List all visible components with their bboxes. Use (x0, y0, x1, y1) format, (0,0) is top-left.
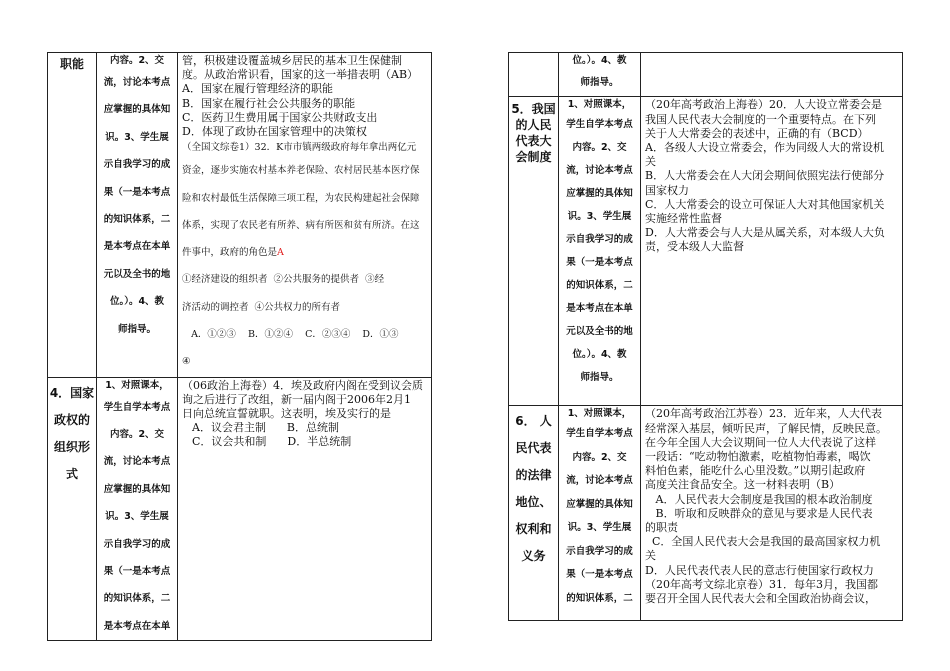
topic-label: 式 (65, 466, 78, 481)
option-line: B．听取和反映群众的意见与要求是人民代表 (645, 506, 873, 520)
method-cell (97, 377, 178, 641)
option-line: C．议会共和制 D．半总统制 (192, 435, 352, 449)
question-stem: 件事中，政府的角色是 (182, 247, 278, 259)
left-study-table (47, 52, 432, 641)
question-line (182, 239, 427, 266)
question-line: 高度关注食品安全。这一材料表明（B） (645, 478, 841, 492)
option-line: A．议会君主制 B．总统制 (192, 421, 340, 435)
question-line: 日向总统宣誓就职。这表明，埃及实行的是 (182, 407, 391, 420)
question-cell (641, 406, 903, 621)
option-line: 济活动的调控者 ④公共权力的所有者 (182, 301, 341, 313)
question-line: 我国人民代表大会制度的一个重要特点。在下列 (645, 112, 876, 126)
method-line: 元以及全书的地 (103, 268, 171, 280)
topic-cell (509, 97, 559, 406)
method-line: 识。3、学生展 (567, 211, 632, 223)
method-line: 应掌握的具体知 (566, 188, 633, 200)
method-line: 流，讨论本考点 (103, 77, 171, 88)
question-line: 料怕色素，能吃什么心里没数。”以期引起政府 (645, 464, 866, 478)
question-cell (178, 377, 432, 641)
method-line: 识。3、学生展 (105, 131, 169, 143)
method-line: 识。3、学生展 (567, 522, 632, 534)
table-row (48, 53, 432, 378)
method-line: 果（一是本考点 (103, 186, 171, 198)
topic-label: 5．我国 (511, 102, 556, 117)
method-line: 的知识体系，二 (566, 592, 633, 604)
method-line: 识。3、学生展 (105, 511, 169, 523)
method-line: 位。）。4、教 (572, 55, 627, 66)
option-line: B．人大常委会在人大闭会期间依照宪法行使部分 (645, 169, 885, 183)
method-line: 果（一是本考点 (103, 566, 171, 578)
method-line: 元以及全书的地 (566, 326, 633, 338)
topic-cell (509, 53, 559, 97)
method-line: 学生自学本考点 (566, 428, 633, 440)
method-line: 示自我学习的成 (103, 159, 171, 171)
table-row (48, 377, 432, 641)
question-line: 关于人大常委会的表述中，正确的有（BCD） (645, 126, 869, 140)
topic-label: 的人民 (515, 118, 552, 133)
option-line: ①经济建设的组织者 ②公共服务的提供者 ③经 (182, 274, 385, 286)
question-line: 询之后进行了改组，新一届内阁于2006年2月1 (182, 392, 411, 406)
option-line: 关 (645, 549, 656, 563)
option-line: A．①②③ B．①②④ C．②③④ D．①③ (182, 329, 399, 340)
method-line: 应掌握的具体知 (103, 483, 171, 495)
topic-label: 代表大 (515, 134, 552, 149)
left-page (47, 52, 432, 641)
option-line: D．体现了政协在国家管理中的决策权 (182, 125, 367, 139)
question-line: （20年高考政治上海卷）20．人大设立常委会是 (645, 98, 882, 112)
topic-label: 政权的 (53, 412, 90, 427)
method-line: 师指导。 (580, 77, 619, 88)
topic-cell (48, 377, 97, 641)
method-line: 的知识体系，二 (566, 280, 633, 292)
option-line: C．医药卫生费用属于国家公共财政支出 (182, 110, 378, 124)
topic-label: 的法律 (515, 468, 552, 483)
topic-label: 职能 (59, 57, 84, 71)
method-line: 位。）。4、教 (109, 296, 165, 308)
method-line: 学生自学本考点 (103, 401, 171, 413)
topic-label: 6． 人 (515, 414, 552, 429)
method-line: 内容。2、交 (109, 55, 165, 66)
method-line: 位。）。4、教 (572, 349, 627, 361)
option-line: D．人大常委会与人大是从属关系，对本级人大负 (645, 226, 885, 240)
method-line: 果（一是本考点 (566, 257, 633, 269)
method-line: 师指导。 (117, 323, 156, 335)
question-cell (641, 53, 903, 97)
option-line: A．国家在履行管理经济的职能 (182, 82, 333, 96)
question-line: 经常深入基层，倾听民声，了解民情，反映民意。 (645, 421, 887, 435)
topic-label: 民代表 (515, 441, 552, 456)
method-line: 师指导。 (580, 372, 619, 384)
question-line: 险和农村最低生活保障三项工程，为农民构建起社会保障 (182, 192, 420, 204)
method-line: 1、对照课本， (567, 408, 632, 420)
option-line: A．人民代表大会制度是我国的根本政治制度 (645, 492, 873, 506)
question-line: 在今年全国人大会议期间一位人大代表说了这样 (645, 435, 876, 449)
method-line: 内容。2、交 (109, 429, 165, 440)
method-line: 1、对照课本， (105, 379, 169, 391)
table-row (509, 97, 903, 406)
question-line: （全国文综卷1）32．K市市镇两级政府每年拿出两亿元 (182, 142, 417, 154)
question-cell (641, 97, 903, 406)
method-line: 的知识体系，二 (103, 593, 171, 605)
question-line: 资金，逐步实施农村基本养老保险、农村居民基本医疗保 (182, 165, 420, 177)
question-line: 一段话：“吃动物怕激素，吃植物怕毒素，喝饮 (645, 450, 871, 464)
question-line: 体系，实现了农民老有所养、病有所医和贫有所济。在这 (182, 219, 420, 231)
method-line: 学生自学本考点 (566, 119, 633, 131)
method-cell (559, 97, 641, 406)
table-row (509, 406, 903, 621)
topic-label: 4．国家 (49, 385, 95, 400)
topic-label: 会制度 (515, 150, 552, 165)
method-line: 的知识体系，二 (103, 214, 171, 226)
option-line: 责，受本级人大监督 (645, 240, 744, 254)
method-line: 是本考点在本单 (566, 303, 633, 315)
method-line: 内容。2、交 (572, 142, 627, 154)
method-line: 内容。2、交 (572, 451, 627, 463)
topic-label: 组织形 (53, 439, 90, 454)
question-cell (178, 53, 432, 378)
question-line: （06政治上海卷）4．埃及政府内阁在受到议会质 (182, 378, 423, 392)
option-line: 国家权力 (645, 183, 689, 197)
right-page (508, 52, 903, 621)
method-cell (97, 53, 178, 378)
option-line: B．国家在履行社会公共服务的职能 (182, 96, 356, 110)
method-cell (559, 53, 641, 97)
method-line: 示自我学习的成 (566, 545, 633, 557)
method-cell (559, 406, 641, 621)
option-line: C．人大常委会的设立可保证人大对其他国家机关 (645, 197, 885, 211)
method-line: 果（一是本考点 (566, 569, 633, 581)
topic-label: 义务 (521, 549, 546, 564)
option-line: C．全国人民代表大会是我国的最高国家权力机 (645, 535, 881, 549)
method-line: 是本考点在本单 (103, 620, 171, 632)
method-line: 示自我学习的成 (103, 538, 171, 550)
question-line: （20年高考文综北京卷）31．每年3月，我国都 (645, 577, 878, 591)
method-line: 是本考点在本单 (103, 241, 171, 253)
method-line: 应掌握的具体知 (566, 498, 633, 510)
topic-cell (48, 53, 97, 378)
method-line: 流，讨论本考点 (566, 475, 633, 487)
topic-label: 地位、 (515, 495, 552, 510)
option-line: A．各级人大设立常委会，作为同级人大的常设机 (645, 141, 884, 155)
topic-label: 权利和 (515, 522, 552, 537)
option-line: ④ (182, 356, 191, 368)
method-line: 流，讨论本考点 (566, 165, 633, 177)
topic-cell (509, 406, 559, 621)
method-line: 1、对照课本， (567, 99, 632, 111)
question-line: 管，积极建设覆盖城乡居民的基本卫生保健制 (182, 54, 402, 67)
question-line: （20年高考政治江苏卷）23．近年来，人大代表 (645, 407, 882, 421)
option-line: D．人民代表代表人民的意志行使国家行政权力 (645, 563, 874, 577)
question-line: 要召开全国人民代表大会和全国政治协商会议， (645, 592, 876, 606)
option-line: 关 (645, 155, 656, 169)
method-line: 应掌握的具体知 (103, 104, 171, 116)
method-line: 示自我学习的成 (566, 234, 633, 246)
option-line: 实施经常性监督 (645, 212, 722, 226)
answer-mark: A (277, 247, 284, 259)
table-row (509, 53, 903, 97)
option-line: 的职责 (645, 521, 678, 535)
right-study-table (508, 52, 903, 621)
question-line: 度。从政治常识看，国家的这一举措表明（AB） (182, 68, 419, 82)
method-line: 流，讨论本考点 (103, 456, 171, 468)
